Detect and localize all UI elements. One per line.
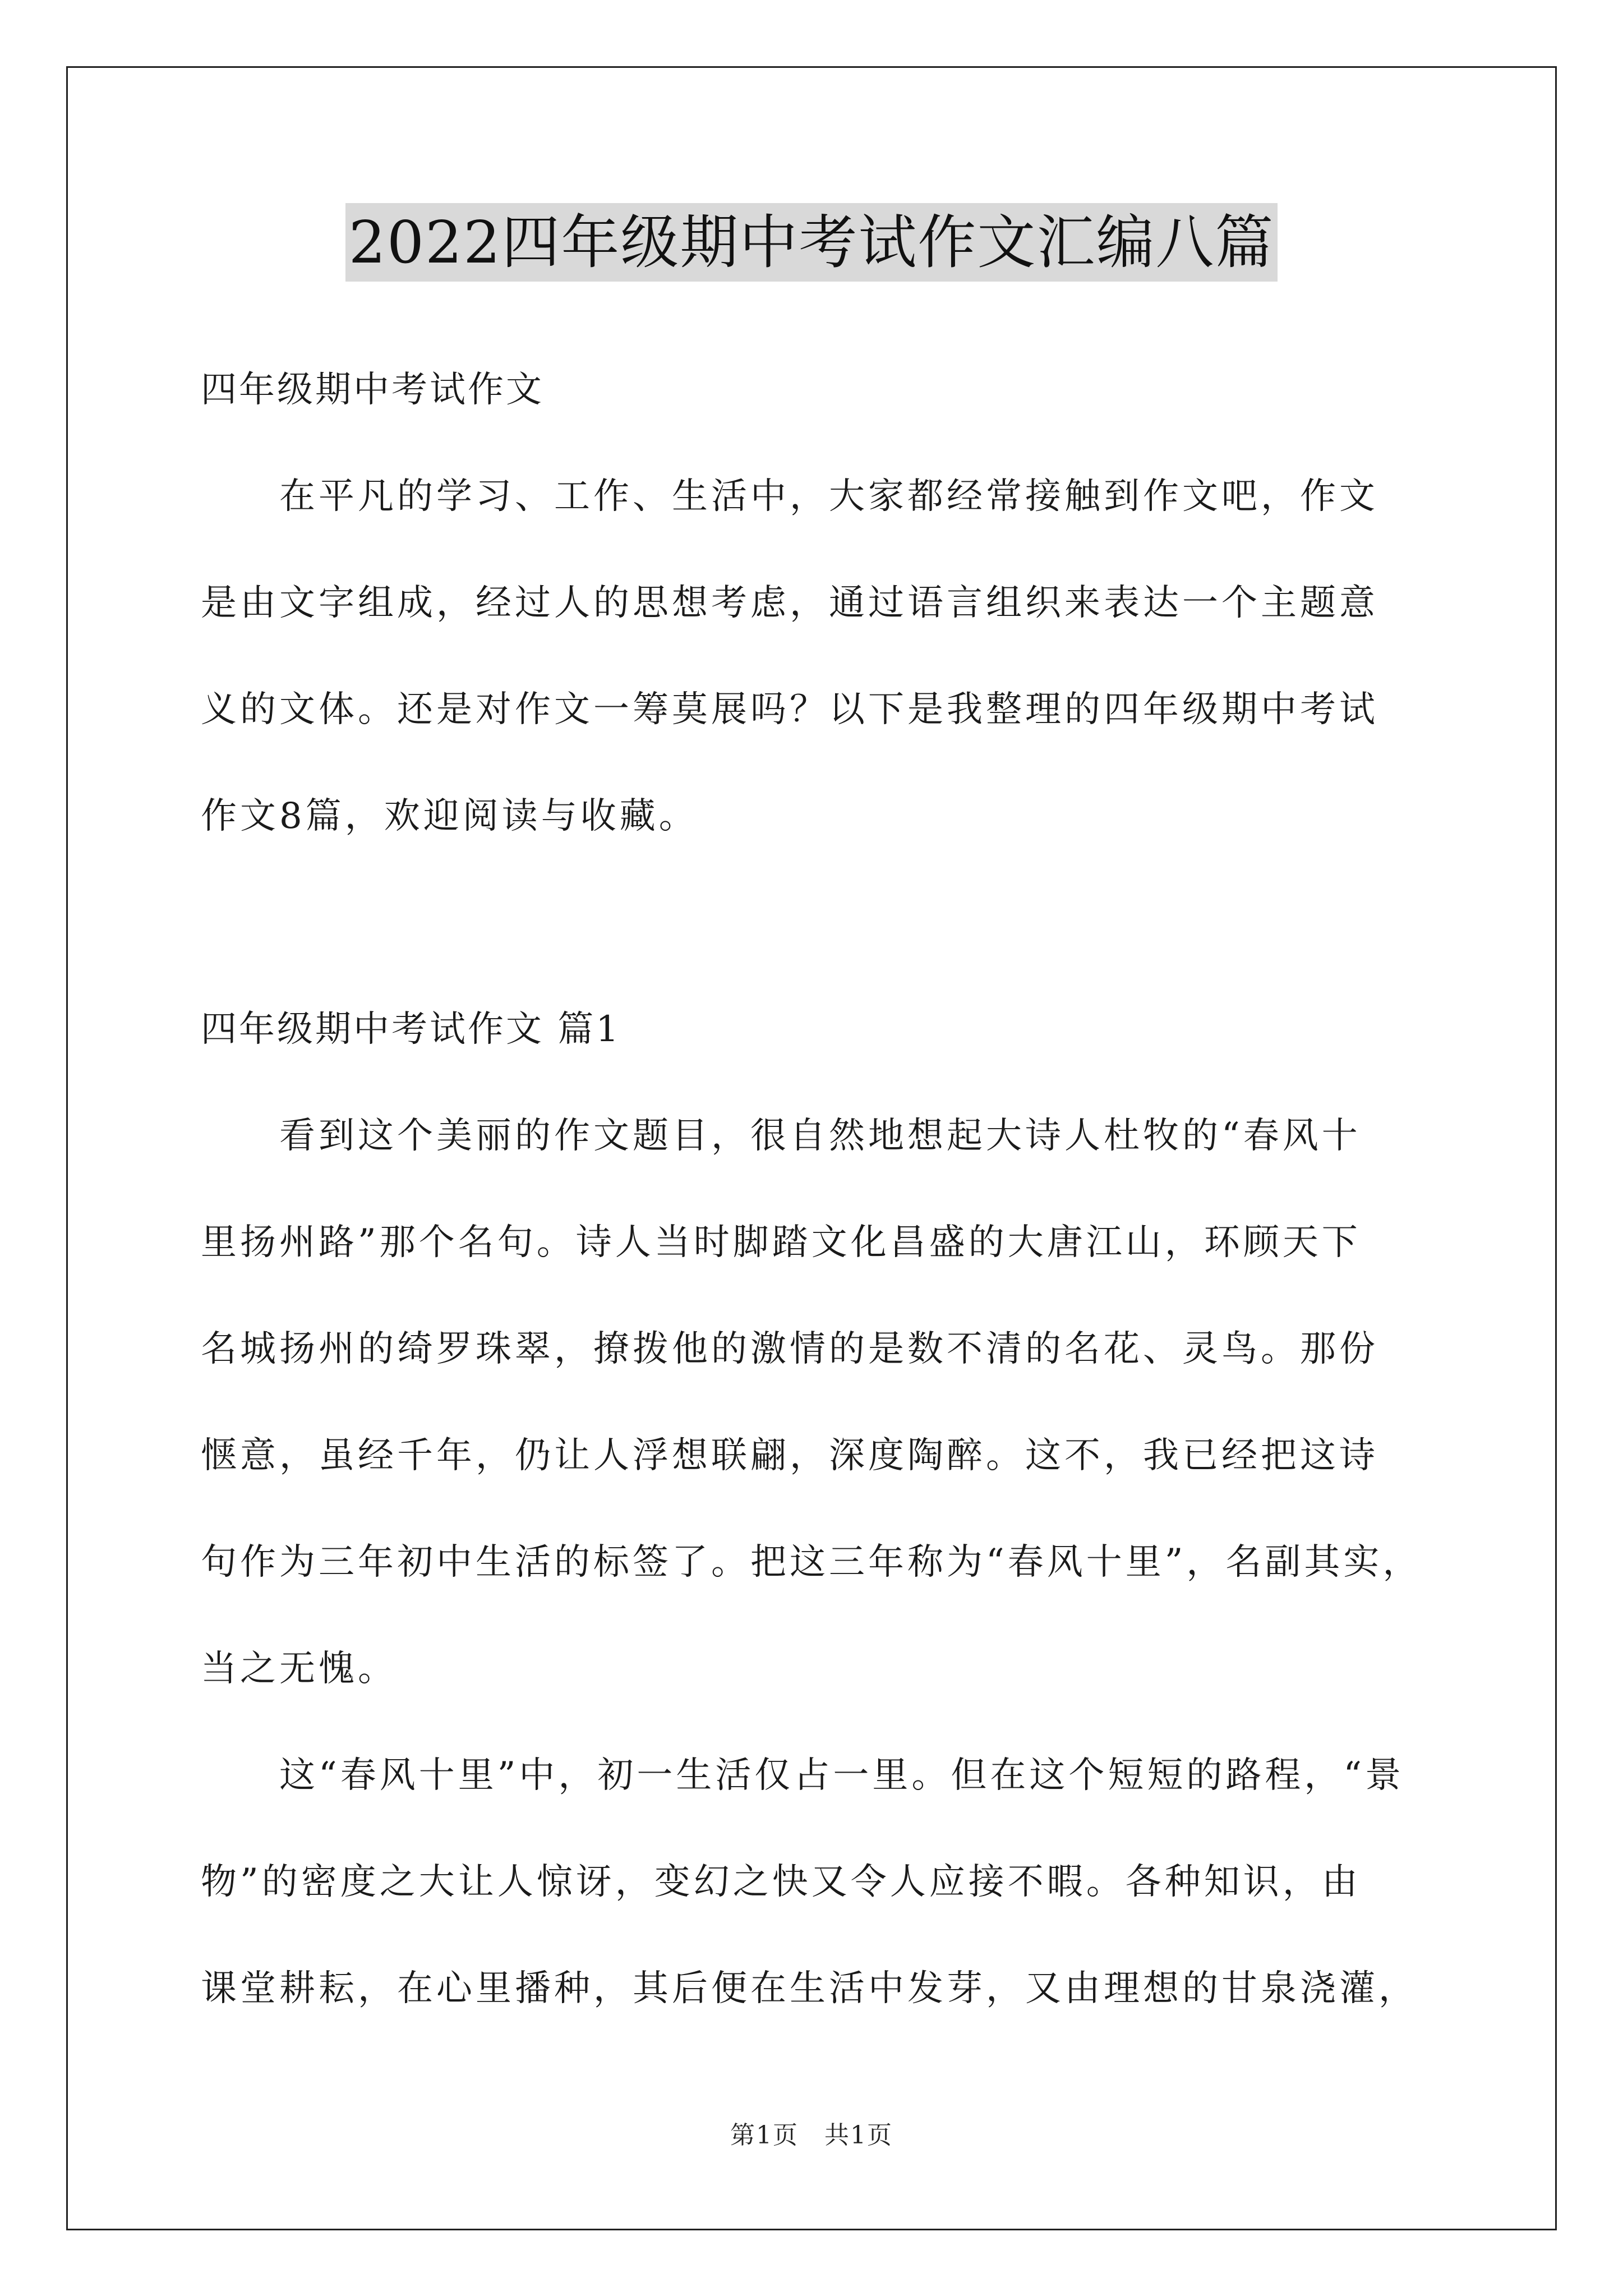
intro-line: 是由文字组成，经过人的思想考虑，通过语言组织来表达一个主题意: [201, 582, 1378, 624]
intro-line: 在平凡的学习、工作、生活中，大家都经常接触到作文吧，作文: [279, 476, 1378, 517]
section1-para1-line: 名城扬州的绮罗珠翠，撩拨他的激情的是数不清的名花、灵鸟。那份: [201, 1328, 1378, 1370]
section1-para1-line: 看到这个美丽的作文题目，很自然地想起大诗人杜牧的“春风十: [279, 1115, 1361, 1157]
section1-heading: 四年级期中考试作文 篇1: [201, 1009, 621, 1050]
section-gap: [201, 869, 1440, 976]
section1-para1-line: 当之无愧。: [201, 1648, 397, 1690]
intro-line: 义的文体。还是对作文一筹莫展吗？以下是我整理的四年级期中考试: [201, 689, 1378, 730]
title-container: [0, 203, 1623, 282]
section1-para1-line: 里扬州路”那个名句。诗人当时脚踏文化昌盛的大唐江山，环顾天下: [201, 1222, 1361, 1263]
section1-para1-line: 句作为三年初中生活的标签了。把这三年称为“春风十里”，名副其实，: [201, 1542, 1422, 1583]
intro-heading: 四年级期中考试作文: [201, 369, 544, 411]
section1-para1-line: 惬意，虽经千年，仍让人浮想联翩，深度陶醉。这不，我已经把这诗: [201, 1435, 1378, 1476]
document-title: 2022四年级期中考试作文汇编八篇: [345, 203, 1278, 282]
section1-para2-line: 课堂耕耘，在心里播种，其后便在生活中发芽，又由理想的甘泉浇灌，: [201, 1968, 1418, 2009]
page-footer: 第1页 共1页: [730, 2121, 893, 2150]
section1-para2-line: 这“春风十里”中，初一生活仅占一里。但在这个短短的路程，“景: [279, 1755, 1405, 1796]
intro-line: 作文8篇，欢迎阅读与收藏。: [201, 795, 698, 837]
document-body: [201, 337, 1440, 2042]
section1-para2-line: 物”的密度之大让人惊讶，变幻之快又令人应接不暇。各种知识，由: [201, 1861, 1361, 1903]
